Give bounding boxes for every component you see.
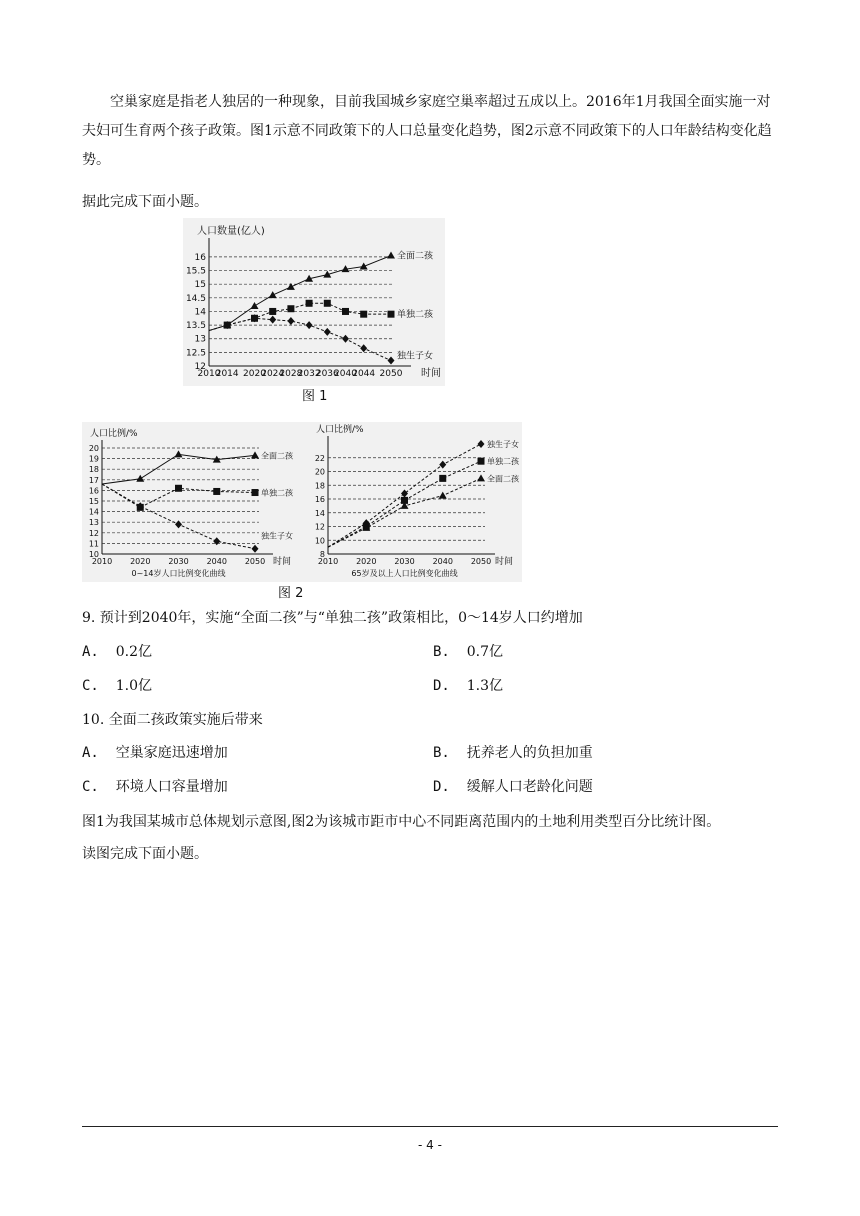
data-point: [175, 450, 183, 457]
y-tick-label: 19: [88, 454, 99, 464]
data-point: [342, 335, 349, 343]
intro-instruction-2: 读图完成下面小题。: [82, 846, 208, 862]
figure-2-label: 图 2: [278, 586, 304, 601]
question-9-stem: 9. 预计到2040年，实施“全面二孩”与“单独二孩”政策相比，0～14岁人口约增加: [82, 610, 583, 626]
option-letter: B.: [433, 745, 450, 761]
x-tick-label: 2030: [168, 557, 189, 566]
data-point: [175, 485, 182, 492]
x-tick-label: 2044: [352, 369, 376, 379]
option-letter: C.: [82, 678, 99, 694]
series-label: 独生子女: [487, 440, 519, 449]
data-point: [388, 311, 395, 318]
x-tick-label: 2050: [379, 369, 403, 379]
x-tick-label: 2050: [470, 557, 492, 566]
data-point: [324, 300, 331, 307]
y-tick-label: 13: [88, 518, 99, 528]
option-letter: B.: [433, 644, 450, 660]
y-tick-label: 15: [194, 280, 206, 291]
y-axis-label: 人口比例/%: [316, 425, 364, 435]
data-point: [439, 492, 447, 499]
data-point: [269, 291, 277, 298]
y-tick-label: 15.5: [185, 266, 206, 277]
q10-option-d[interactable]: [433, 777, 593, 797]
population-total-chart: [183, 218, 445, 386]
data-point: [477, 474, 485, 481]
x-tick-label: 2010: [317, 557, 339, 566]
x-tick-label: 2020: [356, 557, 377, 566]
chart-title: 65岁及以上人口比例变化曲线: [351, 569, 458, 578]
q9-option-a[interactable]: [82, 642, 152, 662]
x-axis-label: 时间: [273, 557, 292, 567]
series-label: 全面二孩: [397, 251, 434, 262]
data-point: [213, 537, 220, 545]
data-point: [251, 302, 259, 309]
y-tick-label: 20: [88, 444, 99, 453]
x-axis-label: 时间: [421, 368, 441, 379]
y-tick-label: 10: [314, 536, 325, 546]
q10-option-a[interactable]: [82, 743, 228, 763]
data-point: [287, 317, 294, 325]
x-tick-label: 2014: [215, 369, 239, 379]
data-point: [136, 475, 144, 482]
series-label: 单独二孩: [487, 457, 519, 467]
intro-paragraph: 空巢家庭是指老人独居的一种现象，目前我国城乡家庭空巢率超过五成以上。2016年1月我国全面实施一对夫妇可生育两个孩子政策。图1示意不同政策下的人口总量变化趋势，图2示意不同政策下的人口年龄结构变化趋势。: [82, 94, 772, 168]
data-point: [478, 458, 485, 465]
age-0-14-chart: [82, 422, 302, 582]
option-text: 0.7亿: [466, 644, 503, 660]
series-line: [209, 318, 391, 360]
data-point: [213, 488, 220, 495]
option-text: 空巢家庭迅速增加: [115, 745, 228, 761]
q10-option-b[interactable]: [433, 743, 593, 763]
x-tick-label: 2030: [394, 557, 415, 566]
data-point: [287, 283, 295, 290]
option-letter: A.: [82, 644, 99, 660]
data-point: [287, 305, 294, 312]
data-point: [439, 475, 446, 482]
series-label: 全面二孩: [487, 474, 519, 484]
chart-title: 0~14岁人口比例变化曲线: [131, 569, 226, 578]
option-letter: D.: [433, 678, 450, 694]
series-label: 单独二孩: [261, 488, 293, 498]
option-letter: C.: [82, 779, 99, 795]
y-tick-label: 8: [319, 550, 325, 559]
data-point: [342, 308, 349, 315]
data-point: [387, 252, 395, 259]
figure-2-chart: [82, 422, 522, 582]
x-tick-label: 2010: [91, 557, 113, 566]
y-tick-label: 13.5: [185, 321, 206, 332]
y-tick-label: 16: [314, 495, 325, 504]
option-text: 抚养老人的负担加重: [466, 745, 593, 761]
data-point: [388, 357, 395, 365]
y-tick-label: 14: [194, 307, 206, 318]
y-tick-label: 14: [88, 507, 99, 517]
y-tick-label: 10: [88, 550, 99, 559]
y-tick-label: 14.5: [185, 293, 206, 304]
data-point: [324, 328, 331, 336]
data-point: [306, 321, 313, 329]
intro-instruction: 据此完成下面小题。: [82, 194, 208, 210]
q10-option-c[interactable]: [82, 777, 228, 797]
q9-option-c[interactable]: [82, 676, 152, 696]
y-tick-label: 22: [314, 453, 325, 463]
q9-option-b[interactable]: [433, 642, 503, 662]
figure-1-chart: [183, 218, 445, 386]
figure-1-label: 图 1: [302, 389, 328, 404]
question-10-stem: 10. 全面二孩政策实施后带来: [82, 712, 263, 728]
data-point: [360, 262, 368, 269]
data-point: [360, 311, 367, 318]
option-text: 1.0亿: [115, 678, 152, 694]
x-tick-label: 2010: [197, 369, 221, 379]
x-tick-label: 2040: [334, 369, 357, 379]
y-tick-label: 12: [194, 362, 206, 372]
y-tick-label: 16: [88, 486, 99, 496]
y-tick-label: 15: [88, 497, 99, 506]
x-tick-label: 2024: [261, 369, 285, 379]
y-tick-label: 17: [88, 475, 99, 485]
option-text: 缓解人口老龄化问题: [466, 779, 593, 795]
data-point: [478, 440, 485, 448]
data-point: [175, 520, 182, 528]
intro-paragraph-2: 图1为我国某城市总体规划示意图,图2为该城市距市中心不同距离范围内的土地利用类型百分比统计图。: [82, 814, 721, 830]
y-tick-label: 16: [194, 252, 206, 263]
y-axis-label: 人口比例/%: [90, 429, 138, 439]
option-letter: D.: [433, 779, 450, 795]
series-label: 全面二孩: [261, 451, 293, 461]
x-axis-label: 时间: [495, 557, 514, 567]
y-tick-label: 12.5: [185, 348, 206, 359]
x-tick-label: 2040: [206, 557, 227, 566]
y-tick-label: 18: [314, 481, 325, 491]
y-tick-label: 13: [194, 334, 206, 345]
y-tick-label: 11: [88, 539, 99, 549]
y-tick-label: 18: [88, 465, 99, 475]
series-line: [102, 484, 255, 549]
q9-option-d[interactable]: [433, 676, 503, 696]
x-tick-label: 2036: [315, 369, 339, 379]
data-point: [252, 489, 259, 496]
x-tick-label: 2050: [244, 557, 266, 566]
option-text: 0.2亿: [115, 644, 152, 660]
y-tick-label: 12: [88, 528, 99, 538]
y-tick-label: 12: [314, 522, 325, 532]
x-tick-label: 2040: [432, 557, 453, 566]
y-axis-label: 人口数量(亿人): [197, 226, 265, 237]
data-point: [251, 451, 259, 458]
y-tick-label: 20: [314, 467, 325, 477]
x-tick-label: 2032: [297, 369, 321, 379]
option-text: 1.3亿: [466, 678, 503, 694]
series-label: 单独二孩: [397, 310, 434, 321]
data-point: [401, 490, 408, 498]
age-65-plus-chart: [302, 422, 522, 582]
page-number: - 4 -: [418, 1138, 442, 1152]
data-point: [360, 344, 367, 352]
data-point: [439, 461, 446, 469]
option-text: 环境人口容量增加: [115, 779, 228, 795]
option-letter: A.: [82, 745, 99, 761]
x-tick-label: 2028: [279, 369, 303, 379]
series-label: 独生子女: [397, 351, 434, 362]
y-tick-label: 14: [314, 508, 325, 518]
series-label: 独生子女: [261, 531, 293, 541]
data-point: [252, 545, 259, 553]
data-point: [269, 316, 276, 324]
footer-divider: [82, 1126, 778, 1127]
x-tick-label: 2020: [130, 557, 151, 566]
x-tick-label: 2020: [243, 369, 266, 379]
data-point: [306, 300, 313, 307]
data-point: [269, 308, 276, 315]
